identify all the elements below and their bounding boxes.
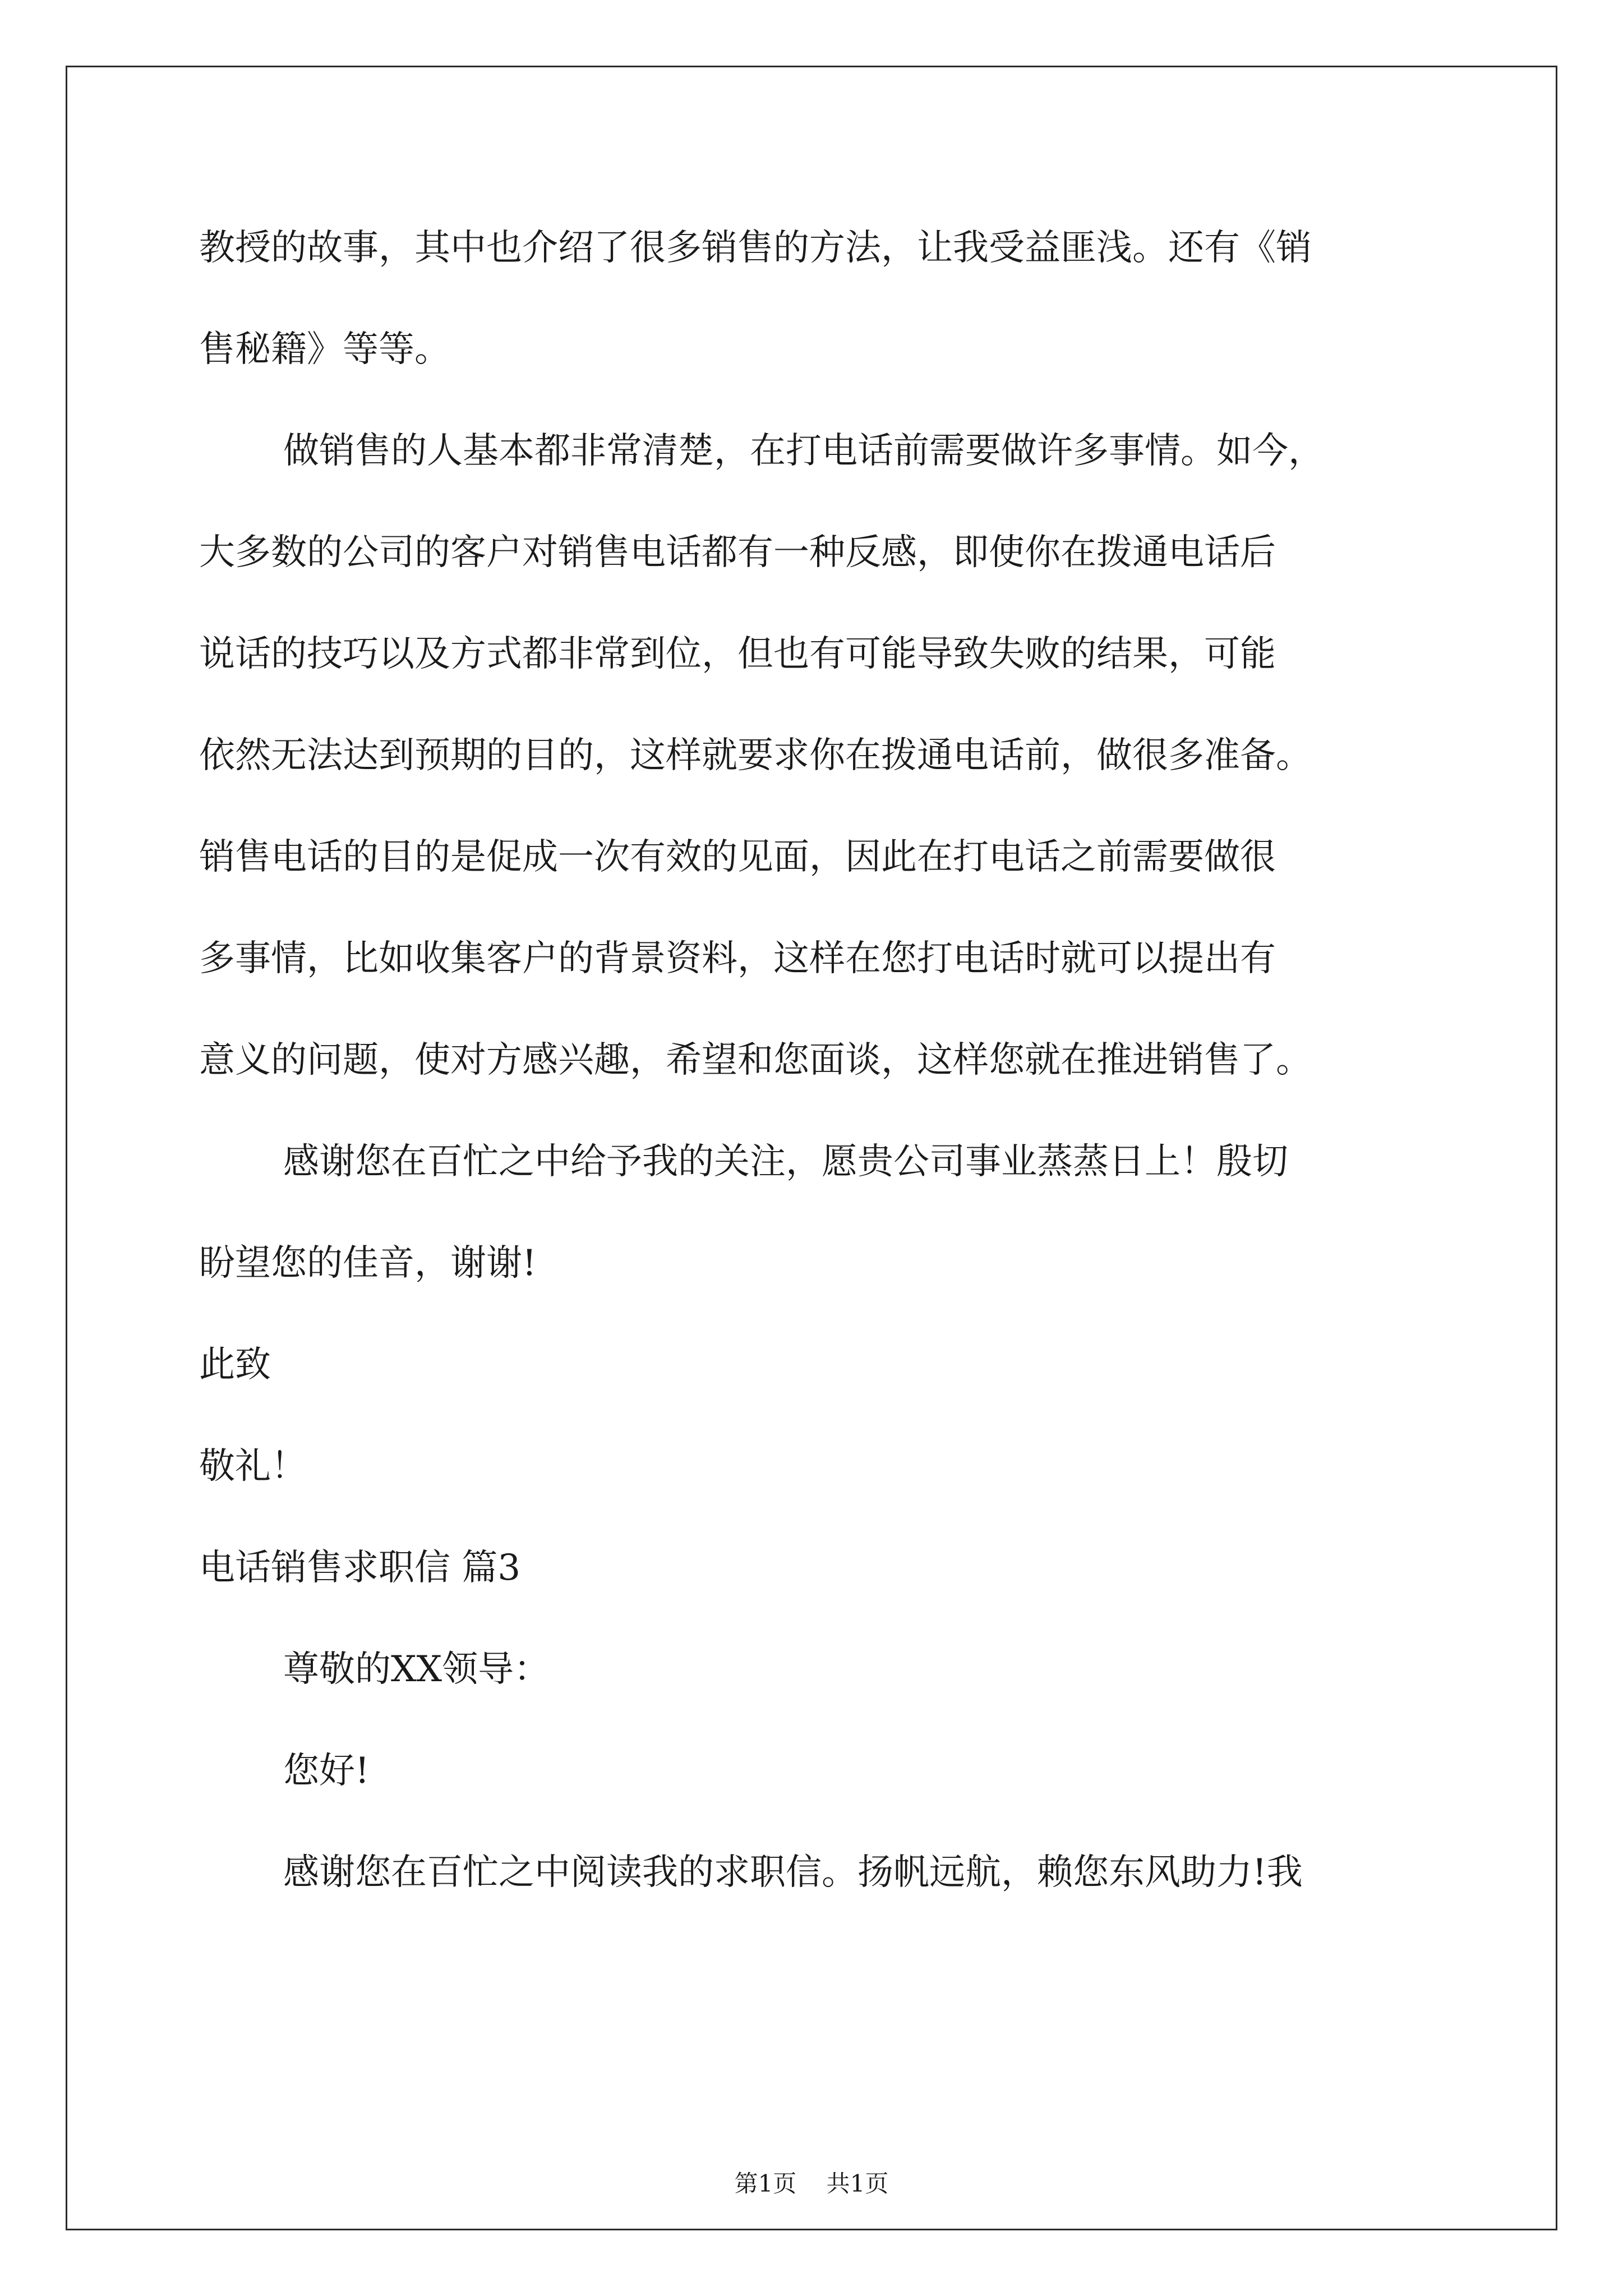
text-line-9: 意义的问题，使对方感兴趣，希望和您面谈，这样您就在推进销售了。 (199, 1039, 1312, 1081)
page-number: 第1页 (734, 2170, 797, 2197)
closing-salutation: 此致 (199, 1344, 271, 1386)
page-total: 共1页 (826, 2170, 889, 2197)
text-line-3: 做销售的人基本都非常清楚，在打电话前需要做许多事情。如今， (283, 430, 1324, 472)
text-line-1: 教授的故事，其中也介绍了很多销售的方法，让我受益匪浅。还有《销 (199, 227, 1312, 269)
closing-regards: 敬礼！ (199, 1446, 307, 1487)
text-line-4: 大多数的公司的客户对销售电话都有一种反感，即使你在拨通电话后 (199, 532, 1276, 573)
text-line-5: 说话的技巧以及方式都非常到位，但也有可能导致失败的结果，可能 (199, 633, 1276, 675)
page-footer (0, 2165, 1623, 2199)
letter-hello: 您好! (283, 1750, 370, 1792)
letter-greeting: 尊敬的XX领导： (283, 1649, 550, 1690)
text-line-7: 销售电话的目的是促成一次有效的见面，因此在打电话之前需要做很 (199, 836, 1276, 878)
document-body (199, 197, 1433, 1924)
text-line-10: 感谢您在百忙之中给予我的关注，愿贵公司事业蒸蒸日上！殷切 (283, 1141, 1288, 1182)
text-line-6: 依然无法达到预期的目的，这样就要求你在拨通电话前，做很多准备。 (199, 735, 1312, 776)
text-line-2: 售秘籍》等等。 (199, 329, 450, 370)
text-line-17: 感谢您在百忙之中阅读我的求职信。扬帆远航，赖您东风助力!我 (283, 1852, 1303, 1893)
text-line-8: 多事情，比如收集客户的背景资料，这样在您打电话时就可以提出有 (199, 938, 1276, 979)
text-line-11: 盼望您的佳音，谢谢! (199, 1243, 537, 1284)
section-heading: 电话销售求职信 篇3 (199, 1547, 521, 1589)
